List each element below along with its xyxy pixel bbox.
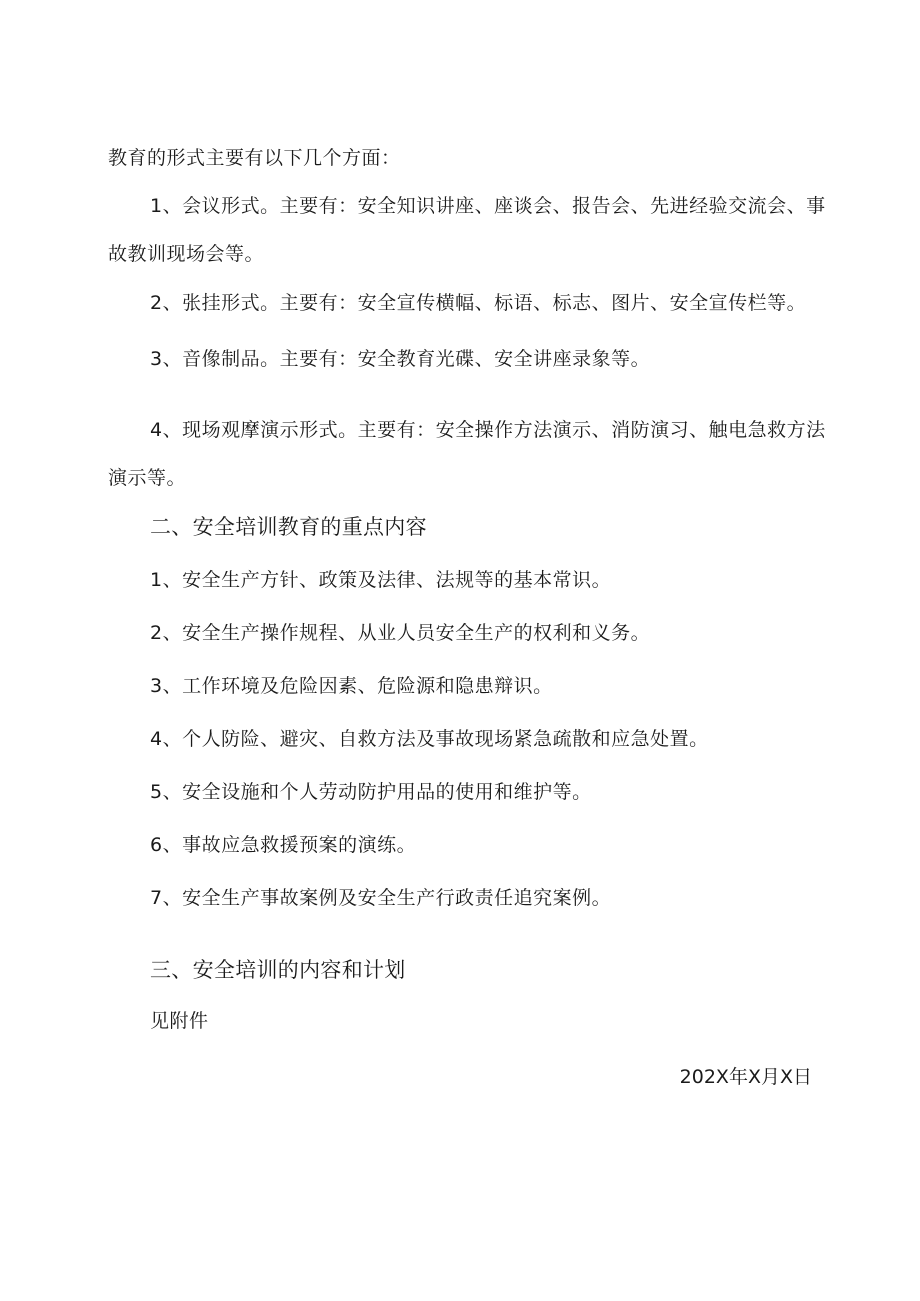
section-2-item-3: 3、工作环境及危险因素、危险源和隐患辩识。	[150, 675, 553, 697]
section-2-item-4: 4、个人防险、避灾、自救方法及事故现场紧急疏散和应急处置。	[150, 728, 709, 750]
form-item-4-line-1: 4、现场观摩演示形式。主要有：安全操作方法演示、消防演习、触电急救方法	[150, 419, 826, 441]
form-item-2: 2、张挂形式。主要有：安全宣传横幅、标语、标志、图片、安全宣传栏等。	[150, 292, 807, 314]
section-2-item-2: 2、安全生产操作规程、从业人员安全生产的权利和义务。	[150, 622, 651, 644]
section-2-item-1: 1、安全生产方针、政策及法律、法规等的基本常识。	[150, 569, 612, 591]
section-2-item-6: 6、事故应急救援预案的演练。	[150, 834, 417, 856]
form-item-1-line-2: 故教训现场会等。	[108, 243, 265, 265]
section-3-text: 见附件	[150, 1010, 209, 1032]
form-item-3: 3、音像制品。主要有：安全教育光碟、安全讲座录象等。	[150, 348, 651, 370]
intro-text: 教育的形式主要有以下几个方面：	[108, 147, 401, 169]
section-2-item-5: 5、安全设施和个人劳动防护用品的使用和维护等。	[150, 781, 592, 803]
form-item-4-line-2: 演示等。	[108, 467, 187, 489]
form-item-1-line-1: 1、会议形式。主要有：安全知识讲座、座谈会、报告会、先进经验交流会、事	[150, 195, 826, 217]
section-2-item-7: 7、安全生产事故案例及安全生产行政责任追究案例。	[150, 887, 612, 909]
section-2-heading: 二、安全培训教育的重点内容	[150, 515, 427, 539]
date-text: 202X年X月X日	[679, 1066, 812, 1088]
section-3-heading: 三、安全培训的内容和计划	[150, 958, 406, 982]
